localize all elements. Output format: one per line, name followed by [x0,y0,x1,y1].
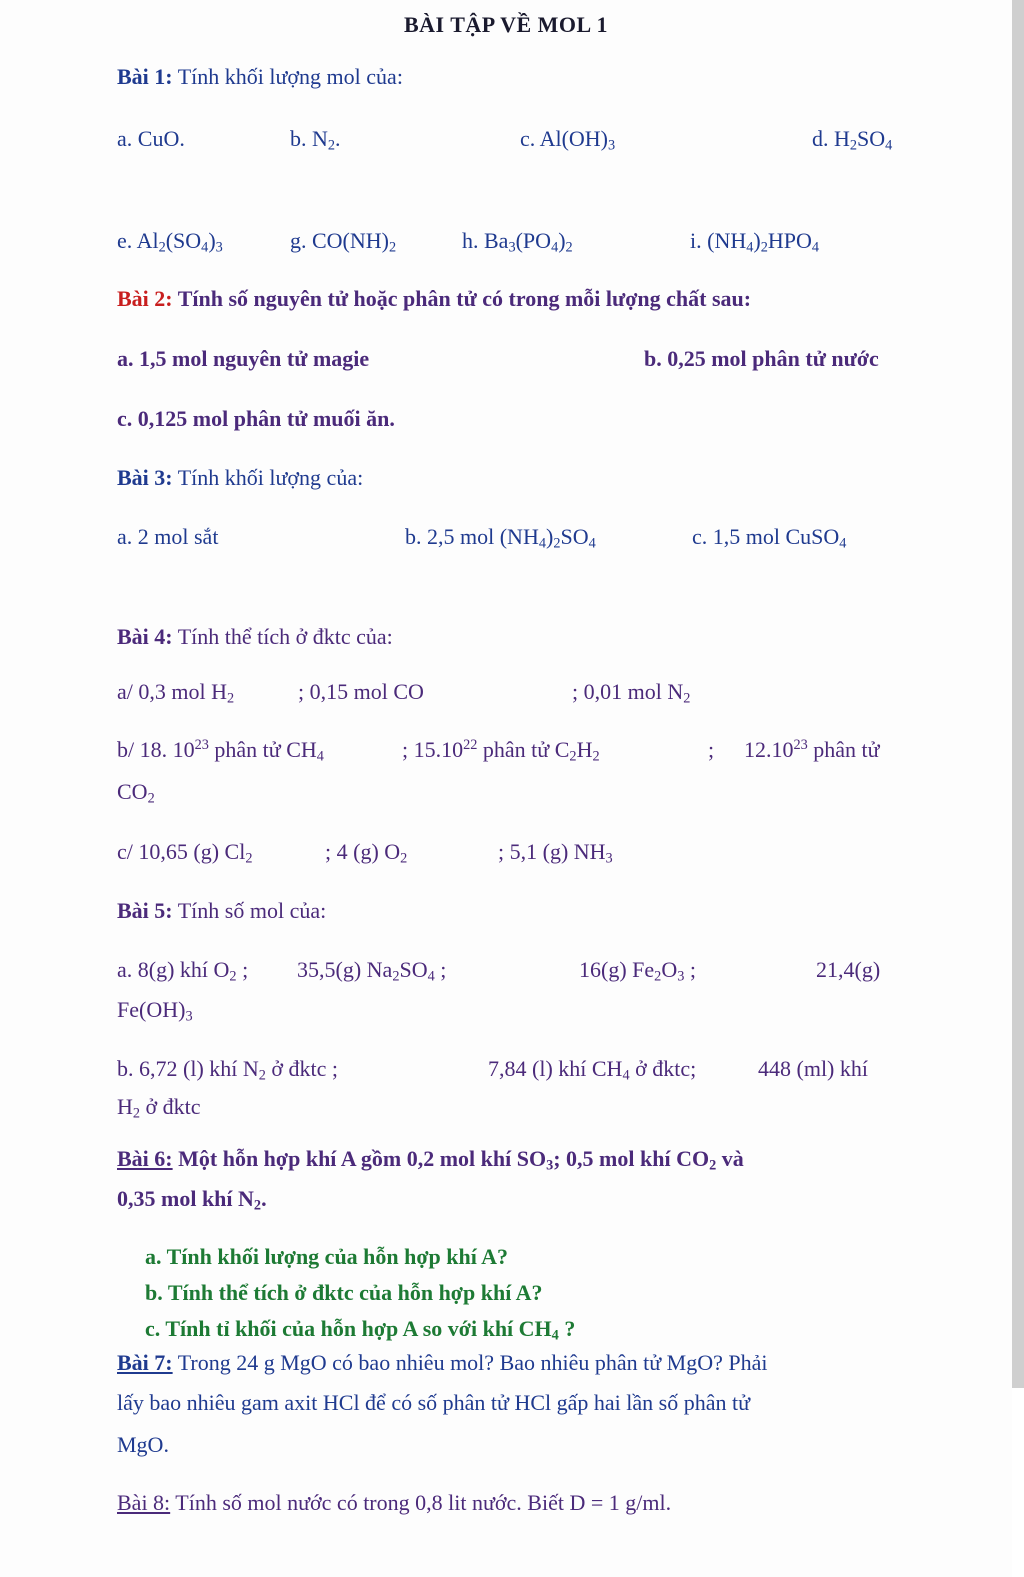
bai2-item-a: a. 1,5 mol nguyên tử magie [117,346,370,371]
bai6-question-c: c. Tính tỉ khối của hỗn hợp A so với khí $CH_4$ ? [145,1316,576,1344]
bai4-a2: ; 0,15 mol CO [298,679,424,704]
bai3-text: Tính khối lượng của: [172,465,364,490]
bai5-text: Tính số mol của: [172,898,327,923]
bai3-heading [117,465,363,491]
bai4-a3: ; 0,01 mol $N_2$ [572,679,691,707]
bai5-a5: $Fe(OH)_3$ [117,997,193,1025]
bai2-label: Bài 2: [117,286,173,311]
bai4-heading [117,624,393,650]
bai7-line2: lấy bao nhiêu gam axit HCl để có số phân tử HCl gấp hai lần số phân tử [117,1390,751,1415]
bai4-a1: a/ 0,3 mol $H_2$ [117,679,235,707]
bai1-heading [117,64,403,90]
bai5-b1: b. 6,72 (l) khí $N_2$ ở đktc ; [117,1056,339,1084]
bai5-a1: a. 8(g) khí $O_2$ ; [117,957,249,985]
bai1-item-h: h. $Ba_3(PO_4)_2$ [462,228,573,256]
bai4-c3: ; 5,1 (g) $NH_3$ [498,839,613,867]
bai4-b3: ; [708,737,715,762]
bai5-a4: 21,4(g) [816,957,881,982]
bai3-item-b: b. 2,5 mol $(NH_4)_2SO_4$ [405,524,596,552]
bai1-item-g: g. $CO(NH)_2$ [290,228,397,256]
bai6-label: Bài 6: [117,1146,173,1171]
bai6-heading: Bài 6: Một hỗn hợp khí A gồm 0,2 mol khí $SO_3$; 0,5 mol khí $CO_2$ và [117,1146,744,1174]
bai7-line3: MgO. [117,1432,169,1457]
page-title: BÀI TẬP VỀ MOL 1 [403,12,608,37]
bai1-label: Bài 1: [117,64,173,89]
bai5-a3: 16(g) $Fe_2O_3$ ; [579,957,696,985]
bai1-item-a: a. CuO. [117,126,185,151]
bai5-heading [117,898,326,924]
bai1-item-i: i. $(NH_4)_2HPO_4$ [690,228,820,256]
bai2-text: Tính số nguyên tử hoặc phân tử có trong mỗi lượng chất sau: [172,286,752,311]
bai2-heading [117,286,751,312]
bai6-question-a: a. Tính khối lượng của hỗn hợp khí A? [145,1244,509,1269]
bai4-text: Tính thể tích ở đktc của: [172,624,393,649]
bai4-c1: c/ 10,65 (g) $Cl_2$ [117,839,253,867]
bai4-b4: 12.10$^{23}$ phân tử [744,737,880,762]
bai5-a2: 35,5(g) $Na_2SO_4$ ; [297,957,447,985]
bai2-item-c: c. 0,125 mol phân tử muối ăn. [117,406,395,431]
bai4-c2: ; 4 (g) $O_2$ [325,839,408,867]
bai5-b3: 448 (ml) khí [758,1056,868,1081]
bai3-label: Bài 3: [117,465,173,490]
bai8-line: Bài 8: Tính số mol nước có trong 0,8 lit nước. Biết D = 1 g/ml. [117,1490,672,1515]
bai5-label: Bài 5: [117,898,173,923]
bai1-text: Tính khối lượng mol của: [172,64,403,89]
bai3-item-a: a. 2 mol sắt [117,524,219,549]
bai8-label: Bài 8: [117,1490,171,1515]
bai1-item-c: c. $Al(OH)_3$ [520,126,616,154]
bai1-item-d: d. $H_2SO_4$ [812,126,893,154]
bai1-item-e: e. $Al_2(SO_4)_3$ [117,228,223,256]
bai7-line1: Bài 7: Trong 24 g MgO có bao nhiêu mol? Bao nhiêu phân tử MgO? Phải [117,1350,768,1375]
bai6-question-b: b. Tính thể tích ở đktc của hỗn hợp khí A? [145,1280,543,1305]
bai5-b4: $H_2$ ở đktc [117,1094,201,1122]
bai4-b5: $CO_2$ [117,779,155,807]
bai6-line2: 0,35 mol khí $N_2$. [117,1186,267,1214]
bai3-item-c: c. 1,5 mol CuSO$_4$ [692,524,847,552]
bai4-label: Bài 4: [117,624,173,649]
bai2-item-b: b. 0,25 mol phân tử nước [644,346,879,371]
page-edge-strip [1012,0,1024,1577]
bai4-b2: ; 15.10$^{22}$ phân tử $C_2H_2$ [402,737,600,765]
bai1-item-b: b. $N_2$. [290,126,341,154]
bai5-b2: 7,84 (l) khí $CH_4$ ở đktc; [488,1056,697,1084]
bai4-b1: b/ 18. $10^{23}$ phân tử $CH_4$ [117,737,324,765]
bai7-label: Bài 7: [117,1350,173,1375]
